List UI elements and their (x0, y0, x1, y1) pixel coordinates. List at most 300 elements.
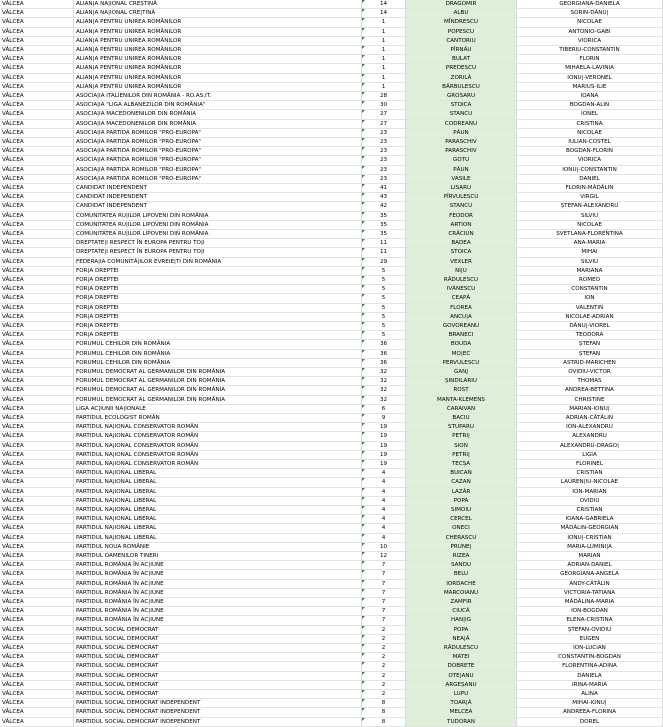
number-cell[interactable]: 7 (362, 580, 406, 589)
party-cell[interactable]: ALIAN|A PENTRU UNIREA ROMÂNILOR (74, 64, 362, 73)
firstname-cell[interactable]: SILVIU (517, 258, 663, 267)
firstname-cell[interactable]: ELENA-CRISTINA (517, 616, 663, 625)
party-cell[interactable]: CANDIDAT INDEPENDENT (74, 202, 362, 211)
firstname-cell[interactable]: LIGIA (517, 451, 663, 460)
county-cell[interactable]: VÂLCEA (0, 432, 74, 441)
party-cell[interactable]: PARTIDUL SOCIAL DEMOCRAT (74, 662, 362, 671)
number-cell[interactable]: 32 (362, 377, 406, 386)
surname-cell[interactable]: IVĂNESCU (406, 285, 517, 294)
county-cell[interactable]: VÂLCEA (0, 561, 74, 570)
party-cell[interactable]: FOR|A DREPTEI (74, 294, 362, 303)
county-cell[interactable]: VÂLCEA (0, 28, 74, 37)
surname-cell[interactable]: MARCOIANU (406, 589, 517, 598)
surname-cell[interactable]: GROSARU (406, 92, 517, 101)
county-cell[interactable]: VÂLCEA (0, 166, 74, 175)
party-cell[interactable]: PARTIDUL NA|IONAL CONSERVATOR ROMÂN (74, 442, 362, 451)
firstname-cell[interactable]: FLORIN (517, 55, 663, 64)
county-cell[interactable]: VÂLCEA (0, 377, 74, 386)
county-cell[interactable]: VÂLCEA (0, 488, 74, 497)
firstname-cell[interactable]: MĂDĂLINA-MARIA (517, 598, 663, 607)
party-cell[interactable]: ALIAN|A NA|IONAL CRE|TINĂ (74, 9, 362, 18)
party-cell[interactable]: ASOCIA|IA MACEDONENILOR DIN ROMÂNIA (74, 110, 362, 119)
county-cell[interactable]: VÂLCEA (0, 350, 74, 359)
county-cell[interactable]: VÂLCEA (0, 681, 74, 690)
number-cell[interactable]: 4 (362, 497, 406, 506)
county-cell[interactable]: VÂLCEA (0, 83, 74, 92)
firstname-cell[interactable]: IULIAN-COSTEL (517, 138, 663, 147)
surname-cell[interactable]: DOBRETE (406, 662, 517, 671)
county-cell[interactable]: VÂLCEA (0, 212, 74, 221)
county-cell[interactable]: VÂLCEA (0, 589, 74, 598)
surname-cell[interactable]: RĂDULESCU (406, 276, 517, 285)
number-cell[interactable]: 19 (362, 432, 406, 441)
firstname-cell[interactable]: ALINA (517, 690, 663, 699)
number-cell[interactable]: 7 (362, 598, 406, 607)
party-cell[interactable]: CANDIDAT INDEPENDENT (74, 184, 362, 193)
surname-cell[interactable]: PRUNE| (406, 543, 517, 552)
surname-cell[interactable]: MATEI (406, 653, 517, 662)
party-cell[interactable]: PARTIDUL ROMÂNIA ÎN AC|IUNE (74, 580, 362, 589)
number-cell[interactable]: 1 (362, 37, 406, 46)
firstname-cell[interactable]: EUGEN (517, 635, 663, 644)
number-cell[interactable]: 29 (362, 258, 406, 267)
firstname-cell[interactable]: ION-BOGDAN (517, 607, 663, 616)
number-cell[interactable]: 7 (362, 570, 406, 579)
county-cell[interactable]: VÂLCEA (0, 120, 74, 129)
party-cell[interactable]: PARTIDUL NA|IONAL LIBERAL (74, 534, 362, 543)
firstname-cell[interactable]: VIORICA (517, 37, 663, 46)
number-cell[interactable]: 4 (362, 506, 406, 515)
surname-cell[interactable]: CANTORIU (406, 37, 517, 46)
number-cell[interactable]: 32 (362, 396, 406, 405)
surname-cell[interactable]: MANTA-KLEMENS (406, 396, 517, 405)
county-cell[interactable]: VÂLCEA (0, 497, 74, 506)
number-cell[interactable]: 23 (362, 175, 406, 184)
surname-cell[interactable]: TUDORAN (406, 718, 517, 727)
party-cell[interactable]: PARTIDUL SOCIAL DEMOCRAT (74, 644, 362, 653)
surname-cell[interactable]: DRAGOMIR (406, 0, 517, 9)
surname-cell[interactable]: GANJ (406, 368, 517, 377)
number-cell[interactable]: 43 (362, 193, 406, 202)
county-cell[interactable]: VÂLCEA (0, 156, 74, 165)
county-cell[interactable]: VÂLCEA (0, 607, 74, 616)
county-cell[interactable]: VÂLCEA (0, 294, 74, 303)
firstname-cell[interactable]: DANIELA (517, 672, 663, 681)
number-cell[interactable]: 2 (362, 681, 406, 690)
county-cell[interactable]: VÂLCEA (0, 331, 74, 340)
firstname-cell[interactable]: ȘTEFAN (517, 350, 663, 359)
county-cell[interactable]: VÂLCEA (0, 469, 74, 478)
surname-cell[interactable]: NEA|Ă (406, 635, 517, 644)
party-cell[interactable]: PARTIDUL ROMÂNIA ÎN AC|IUNE (74, 570, 362, 579)
party-cell[interactable]: PARTIDUL ROMÂNIA ÎN AC|IUNE (74, 561, 362, 570)
number-cell[interactable]: 5 (362, 276, 406, 285)
party-cell[interactable]: PARTIDUL NOUA ROMÂNIE (74, 543, 362, 552)
number-cell[interactable]: 11 (362, 248, 406, 257)
county-cell[interactable]: VÂLCEA (0, 598, 74, 607)
firstname-cell[interactable]: DANIEL (517, 175, 663, 184)
party-cell[interactable]: ASOCIA|IA PARTIDA ROMILOR "PRO-EUROPA" (74, 175, 362, 184)
party-cell[interactable]: FORUMUL CEHILOR DIN ROMÂNIA (74, 359, 362, 368)
surname-cell[interactable]: CHERASCU (406, 534, 517, 543)
party-cell[interactable]: ALIAN|A PENTRU UNIREA ROMÂNILOR (74, 74, 362, 83)
party-cell[interactable]: PARTIDUL NA|IONAL LIBERAL (74, 524, 362, 533)
party-cell[interactable]: PARTIDUL NA|IONAL CONSERVATOR ROMÂN (74, 460, 362, 469)
party-cell[interactable]: FOR|A DREPTEI (74, 313, 362, 322)
party-cell[interactable]: DREPTATE|I RESPECT ÎN EUROPA PENTRU TO|I (74, 248, 362, 257)
surname-cell[interactable]: STOICA (406, 248, 517, 257)
party-cell[interactable]: ALIAN|A PENTRU UNIREA ROMÂNILOR (74, 28, 362, 37)
surname-cell[interactable]: SANDU (406, 561, 517, 570)
surname-cell[interactable]: PETRI| (406, 432, 517, 441)
surname-cell[interactable]: PREDESCU (406, 64, 517, 73)
firstname-cell[interactable]: SILVIU (517, 212, 663, 221)
number-cell[interactable]: 23 (362, 138, 406, 147)
number-cell[interactable]: 4 (362, 515, 406, 524)
county-cell[interactable]: VÂLCEA (0, 515, 74, 524)
firstname-cell[interactable]: ROMEO (517, 276, 663, 285)
surname-cell[interactable]: STANCU (406, 110, 517, 119)
firstname-cell[interactable]: IONEL (517, 110, 663, 119)
party-cell[interactable]: CANDIDAT INDEPENDENT (74, 193, 362, 202)
party-cell[interactable]: PARTIDUL NA|IONAL CONSERVATOR ROMÂN (74, 423, 362, 432)
party-cell[interactable]: ASOCIA|IA PARTIDA ROMILOR "PRO-EUROPA" (74, 147, 362, 156)
surname-cell[interactable]: LAZĂR (406, 488, 517, 497)
surname-cell[interactable]: NI|U (406, 267, 517, 276)
surname-cell[interactable]: MÎNDRESCU (406, 18, 517, 27)
surname-cell[interactable]: OTE|ANU (406, 672, 517, 681)
party-cell[interactable]: ALIAN|A NA|IONAL CREȘTINĂ (74, 0, 362, 9)
county-cell[interactable]: VÂLCEA (0, 672, 74, 681)
party-cell[interactable]: FEDERA|IA COMUNITĂ|ILOR EVREIE|TI DIN ROMÂNIA (74, 258, 362, 267)
number-cell[interactable]: 1 (362, 46, 406, 55)
number-cell[interactable]: 35 (362, 230, 406, 239)
party-cell[interactable]: PARTIDUL ROMÂNIA ÎN AC|IUNE (74, 616, 362, 625)
number-cell[interactable]: 7 (362, 561, 406, 570)
county-cell[interactable]: VÂLCEA (0, 451, 74, 460)
firstname-cell[interactable]: THOMAS (517, 377, 663, 386)
party-cell[interactable]: ALIAN|A PENTRU UNIREA ROMÂNILOR (74, 37, 362, 46)
number-cell[interactable]: 7 (362, 607, 406, 616)
county-cell[interactable]: VÂLCEA (0, 175, 74, 184)
surname-cell[interactable]: ARGEȘANU (406, 681, 517, 690)
number-cell[interactable]: 4 (362, 488, 406, 497)
number-cell[interactable]: 2 (362, 662, 406, 671)
number-cell[interactable]: 10 (362, 543, 406, 552)
number-cell[interactable]: 42 (362, 202, 406, 211)
county-cell[interactable]: VÂLCEA (0, 359, 74, 368)
county-cell[interactable]: VÂLCEA (0, 101, 74, 110)
number-cell[interactable]: 8 (362, 718, 406, 727)
surname-cell[interactable]: BACIU (406, 414, 517, 423)
firstname-cell[interactable]: MARIAN (517, 552, 663, 561)
surname-cell[interactable]: FLOREA (406, 304, 517, 313)
firstname-cell[interactable]: NICOLAE (517, 221, 663, 230)
county-cell[interactable]: VÂLCEA (0, 506, 74, 515)
county-cell[interactable]: VÂLCEA (0, 46, 74, 55)
firstname-cell[interactable]: CRISTIAN (517, 506, 663, 515)
firstname-cell[interactable]: NICOLAE (517, 18, 663, 27)
county-cell[interactable]: VÂLCEA (0, 478, 74, 487)
firstname-cell[interactable]: ȘTEFAN-OVIDIU (517, 626, 663, 635)
number-cell[interactable]: 9 (362, 414, 406, 423)
party-cell[interactable]: FOR|A DREPTEI (74, 304, 362, 313)
county-cell[interactable]: VÂLCEA (0, 184, 74, 193)
number-cell[interactable]: 36 (362, 359, 406, 368)
number-cell[interactable]: 28 (362, 92, 406, 101)
number-cell[interactable]: 1 (362, 28, 406, 37)
firstname-cell[interactable]: BOGDAN-ALIN (517, 101, 663, 110)
county-cell[interactable]: VÂLCEA (0, 718, 74, 727)
number-cell[interactable]: 32 (362, 386, 406, 395)
county-cell[interactable]: VÂLCEA (0, 92, 74, 101)
surname-cell[interactable]: ARTION (406, 221, 517, 230)
county-cell[interactable]: VÂLCEA (0, 37, 74, 46)
firstname-cell[interactable]: MARIANA (517, 267, 663, 276)
firstname-cell[interactable]: IOANA (517, 92, 663, 101)
surname-cell[interactable]: MO|EC (406, 350, 517, 359)
firstname-cell[interactable]: ANA-MARIA (517, 239, 663, 248)
party-cell[interactable]: ALIAN|A PENTRU UNIREA ROMÂNILOR (74, 18, 362, 27)
surname-cell[interactable]: SION (406, 442, 517, 451)
county-cell[interactable]: VÂLCEA (0, 340, 74, 349)
party-cell[interactable]: COMUNITATEA RU|ILOR LIPOVENI DIN ROMÂNIA (74, 230, 362, 239)
county-cell[interactable]: VÂLCEA (0, 386, 74, 395)
surname-cell[interactable]: PÎRVULESCU (406, 193, 517, 202)
firstname-cell[interactable]: FLORINEL (517, 460, 663, 469)
firstname-cell[interactable]: MARIAN-IONU| (517, 405, 663, 414)
number-cell[interactable]: 19 (362, 451, 406, 460)
county-cell[interactable]: VÂLCEA (0, 110, 74, 119)
surname-cell[interactable]: ANCU|A (406, 313, 517, 322)
firstname-cell[interactable]: BOGDAN-FLORIN (517, 147, 663, 156)
surname-cell[interactable]: ALBU (406, 9, 517, 18)
number-cell[interactable]: 41 (362, 184, 406, 193)
firstname-cell[interactable]: ASTRID-MARICHEN (517, 359, 663, 368)
surname-cell[interactable]: CEAPĂ (406, 294, 517, 303)
party-cell[interactable]: ASOCIA|IA PARTIDA ROMILOR "PRO-EUROPA" (74, 156, 362, 165)
county-cell[interactable]: VÂLCEA (0, 304, 74, 313)
number-cell[interactable]: 5 (362, 304, 406, 313)
firstname-cell[interactable]: ANDY-CĂTĂLIN (517, 580, 663, 589)
party-cell[interactable]: PARTIDUL OAMENILOR TINERI (74, 552, 362, 561)
party-cell[interactable]: FOR|A DREPTEI (74, 331, 362, 340)
surname-cell[interactable]: PARASCHIV (406, 138, 517, 147)
surname-cell[interactable]: VEXLER (406, 258, 517, 267)
number-cell[interactable]: 36 (362, 350, 406, 359)
county-cell[interactable]: VÂLCEA (0, 626, 74, 635)
surname-cell[interactable]: CERCEL (406, 515, 517, 524)
county-cell[interactable]: VÂLCEA (0, 267, 74, 276)
surname-cell[interactable]: MELCEA (406, 708, 517, 717)
number-cell[interactable]: 4 (362, 534, 406, 543)
county-cell[interactable]: VÂLCEA (0, 552, 74, 561)
party-cell[interactable]: PARTIDUL NA|IONAL LIBERAL (74, 488, 362, 497)
firstname-cell[interactable]: MIHAELA-LAVINIA (517, 64, 663, 73)
firstname-cell[interactable]: CHRISTINE (517, 396, 663, 405)
number-cell[interactable]: 5 (362, 285, 406, 294)
firstname-cell[interactable]: VALENTIN (517, 304, 663, 313)
county-cell[interactable]: VÂLCEA (0, 276, 74, 285)
surname-cell[interactable]: CRĂCIUN (406, 230, 517, 239)
surname-cell[interactable]: PETRI| (406, 451, 517, 460)
county-cell[interactable]: VÂLCEA (0, 248, 74, 257)
party-cell[interactable]: LIGA AC|IUNII NA|IONALE (74, 405, 362, 414)
number-cell[interactable]: 12 (362, 552, 406, 561)
number-cell[interactable]: 1 (362, 18, 406, 27)
firstname-cell[interactable]: VICTORIA-TATIANA (517, 589, 663, 598)
firstname-cell[interactable]: SVETLANA-FLORENTINA (517, 230, 663, 239)
county-cell[interactable]: VÂLCEA (0, 138, 74, 147)
number-cell[interactable]: 11 (362, 239, 406, 248)
firstname-cell[interactable]: OVIDIU-VICTOR (517, 368, 663, 377)
number-cell[interactable]: 8 (362, 708, 406, 717)
party-cell[interactable]: FORUMUL DEMOCRAT AL GERMANILOR DIN ROMÂNIA (74, 396, 362, 405)
firstname-cell[interactable]: MARIA-LUMINI|A (517, 543, 663, 552)
party-cell[interactable]: ASOCIA|IA ITALIENILOR DIN ROMÂNIA - RO.AS.IT. (74, 92, 362, 101)
party-cell[interactable]: FORUMUL CEHILOR DIN ROMÂNIA (74, 340, 362, 349)
surname-cell[interactable]: STANCU (406, 202, 517, 211)
firstname-cell[interactable]: ADRIAN-CĂTĂLIN (517, 414, 663, 423)
surname-cell[interactable]: CODREANU (406, 120, 517, 129)
party-cell[interactable]: DREPTATE|I RESPECT ÎN EUROPA PENTRU TO|I (74, 239, 362, 248)
number-cell[interactable]: 5 (362, 313, 406, 322)
surname-cell[interactable]: PĂUN (406, 166, 517, 175)
firstname-cell[interactable]: ANDREEA-FLORINA (517, 708, 663, 717)
firstname-cell[interactable]: ALEXANDRU-DRAGO| (517, 442, 663, 451)
firstname-cell[interactable]: ȘTEFAN-ALEXANDRU (517, 202, 663, 211)
party-cell[interactable]: ASOCIA|IA PARTIDA ROMILOR "PRO-EUROPA" (74, 129, 362, 138)
party-cell[interactable]: FORUMUL CEHILOR DIN ROMÂNIA (74, 350, 362, 359)
firstname-cell[interactable]: ALEXANDRU (517, 432, 663, 441)
firstname-cell[interactable]: TEODORA (517, 331, 663, 340)
firstname-cell[interactable]: ION-ALEXANDRU (517, 423, 663, 432)
party-cell[interactable]: PARTIDUL SOCIAL DEMOCRAT (74, 653, 362, 662)
number-cell[interactable]: 6 (362, 405, 406, 414)
surname-cell[interactable]: PĂUN (406, 129, 517, 138)
firstname-cell[interactable]: FLORIN-MĂDĂLIN (517, 184, 663, 193)
number-cell[interactable]: 2 (362, 690, 406, 699)
county-cell[interactable]: VÂLCEA (0, 524, 74, 533)
party-cell[interactable]: PARTIDUL ROMÂNIA ÎN AC|IUNE (74, 607, 362, 616)
county-cell[interactable]: VÂLCEA (0, 460, 74, 469)
number-cell[interactable]: 35 (362, 212, 406, 221)
county-cell[interactable]: VÂLCEA (0, 239, 74, 248)
party-cell[interactable]: FOR|A DREPTEI (74, 267, 362, 276)
county-cell[interactable]: VÂLCEA (0, 570, 74, 579)
number-cell[interactable]: 2 (362, 635, 406, 644)
surname-cell[interactable]: ZORILĂ (406, 74, 517, 83)
firstname-cell[interactable]: CRISTIAN (517, 469, 663, 478)
firstname-cell[interactable]: DĂNU|-VIOREL (517, 322, 663, 331)
party-cell[interactable]: ASOCIA|IA PARTIDA ROMILOR "PRO-EUROPA" (74, 166, 362, 175)
number-cell[interactable]: 2 (362, 672, 406, 681)
number-cell[interactable]: 1 (362, 55, 406, 64)
number-cell[interactable]: 8 (362, 699, 406, 708)
party-cell[interactable]: PARTIDUL SOCIAL DEMOCRAT (74, 672, 362, 681)
firstname-cell[interactable]: CONSTANTIN-BOGDAN (517, 653, 663, 662)
number-cell[interactable]: 4 (362, 478, 406, 487)
firstname-cell[interactable]: IONU|-CONSTANTIN (517, 166, 663, 175)
surname-cell[interactable]: LUPU (406, 690, 517, 699)
surname-cell[interactable]: BOUDA (406, 340, 517, 349)
surname-cell[interactable]: STOICA (406, 101, 517, 110)
firstname-cell[interactable]: LAUREN|IU-NICOLAE (517, 478, 663, 487)
surname-cell[interactable]: POPA (406, 497, 517, 506)
firstname-cell[interactable]: VIORICA (517, 156, 663, 165)
surname-cell[interactable]: BADEA (406, 239, 517, 248)
county-cell[interactable]: VÂLCEA (0, 64, 74, 73)
county-cell[interactable]: VÂLCEA (0, 708, 74, 717)
party-cell[interactable]: PARTIDUL SOCIAL DEMOCRAT INDEPENDENT (74, 708, 362, 717)
number-cell[interactable]: 36 (362, 340, 406, 349)
number-cell[interactable]: 1 (362, 83, 406, 92)
surname-cell[interactable]: GOTU (406, 156, 517, 165)
county-cell[interactable]: VÂLCEA (0, 662, 74, 671)
number-cell[interactable]: 19 (362, 423, 406, 432)
firstname-cell[interactable]: MIHAI-IONU| (517, 699, 663, 708)
party-cell[interactable]: FORUMUL DEMOCRAT AL GERMANILOR DIN ROMÂNIA (74, 377, 362, 386)
number-cell[interactable]: 14 (362, 9, 406, 18)
firstname-cell[interactable]: NICOLAE-ADRIAN (517, 313, 663, 322)
number-cell[interactable]: 23 (362, 147, 406, 156)
party-cell[interactable]: ASOCIA|IA PARTIDA ROMILOR "PRO-EUROPA" (74, 138, 362, 147)
county-cell[interactable]: VÂLCEA (0, 644, 74, 653)
firstname-cell[interactable]: ION (517, 294, 663, 303)
county-cell[interactable]: VÂLCEA (0, 322, 74, 331)
surname-cell[interactable]: ONECI (406, 524, 517, 533)
number-cell[interactable]: 1 (362, 74, 406, 83)
party-cell[interactable]: PARTIDUL SOCIAL DEMOCRAT (74, 635, 362, 644)
number-cell[interactable]: 5 (362, 267, 406, 276)
county-cell[interactable]: VÂLCEA (0, 147, 74, 156)
party-cell[interactable]: ALIAN|A PENTRU UNIREA ROMÂNILOR (74, 83, 362, 92)
number-cell[interactable]: 23 (362, 166, 406, 175)
county-cell[interactable]: VÂLCEA (0, 202, 74, 211)
number-cell[interactable]: 7 (362, 616, 406, 625)
county-cell[interactable]: VÂLCEA (0, 18, 74, 27)
county-cell[interactable]: VÂLCEA (0, 405, 74, 414)
county-cell[interactable]: VÂLCEA (0, 221, 74, 230)
number-cell[interactable]: 2 (362, 653, 406, 662)
surname-cell[interactable]: PARASCHIV (406, 147, 517, 156)
party-cell[interactable]: PARTIDUL SOCIAL DEMOCRAT INDEPENDENT (74, 699, 362, 708)
party-cell[interactable]: PARTIDUL ECOLOGIST ROMÂN (74, 414, 362, 423)
firstname-cell[interactable]: CONSTANTIN (517, 285, 663, 294)
number-cell[interactable]: 4 (362, 524, 406, 533)
firstname-cell[interactable]: ANDREA-BETTINA (517, 386, 663, 395)
party-cell[interactable]: PARTIDUL NA|IONAL CONSERVATOR ROMÂN (74, 451, 362, 460)
number-cell[interactable]: 5 (362, 322, 406, 331)
number-cell[interactable]: 32 (362, 368, 406, 377)
party-cell[interactable]: PARTIDUL NA|IONAL LIBERAL (74, 469, 362, 478)
number-cell[interactable]: 27 (362, 110, 406, 119)
firstname-cell[interactable]: TIBERIU-CONSTANTIN (517, 46, 663, 55)
firstname-cell[interactable]: ADRIAN-DANIEL (517, 561, 663, 570)
surname-cell[interactable]: BUICAN (406, 469, 517, 478)
party-cell[interactable]: FORUMUL DEMOCRAT AL GERMANILOR DIN ROMÂNIA (74, 368, 362, 377)
firstname-cell[interactable]: ION-LUCIAN (517, 644, 663, 653)
number-cell[interactable]: 2 (362, 644, 406, 653)
surname-cell[interactable]: POPESCU (406, 28, 517, 37)
surname-cell[interactable]: BELU (406, 570, 517, 579)
county-cell[interactable]: VÂLCEA (0, 653, 74, 662)
party-cell[interactable]: ASOCIA|IA MACEDONENILOR DIN ROMÂNIA (74, 120, 362, 129)
county-cell[interactable]: VÂLCEA (0, 74, 74, 83)
firstname-cell[interactable]: IONU|-VERONEL (517, 74, 663, 83)
surname-cell[interactable]: ZAMFIR (406, 598, 517, 607)
surname-cell[interactable]: LISARU (406, 184, 517, 193)
